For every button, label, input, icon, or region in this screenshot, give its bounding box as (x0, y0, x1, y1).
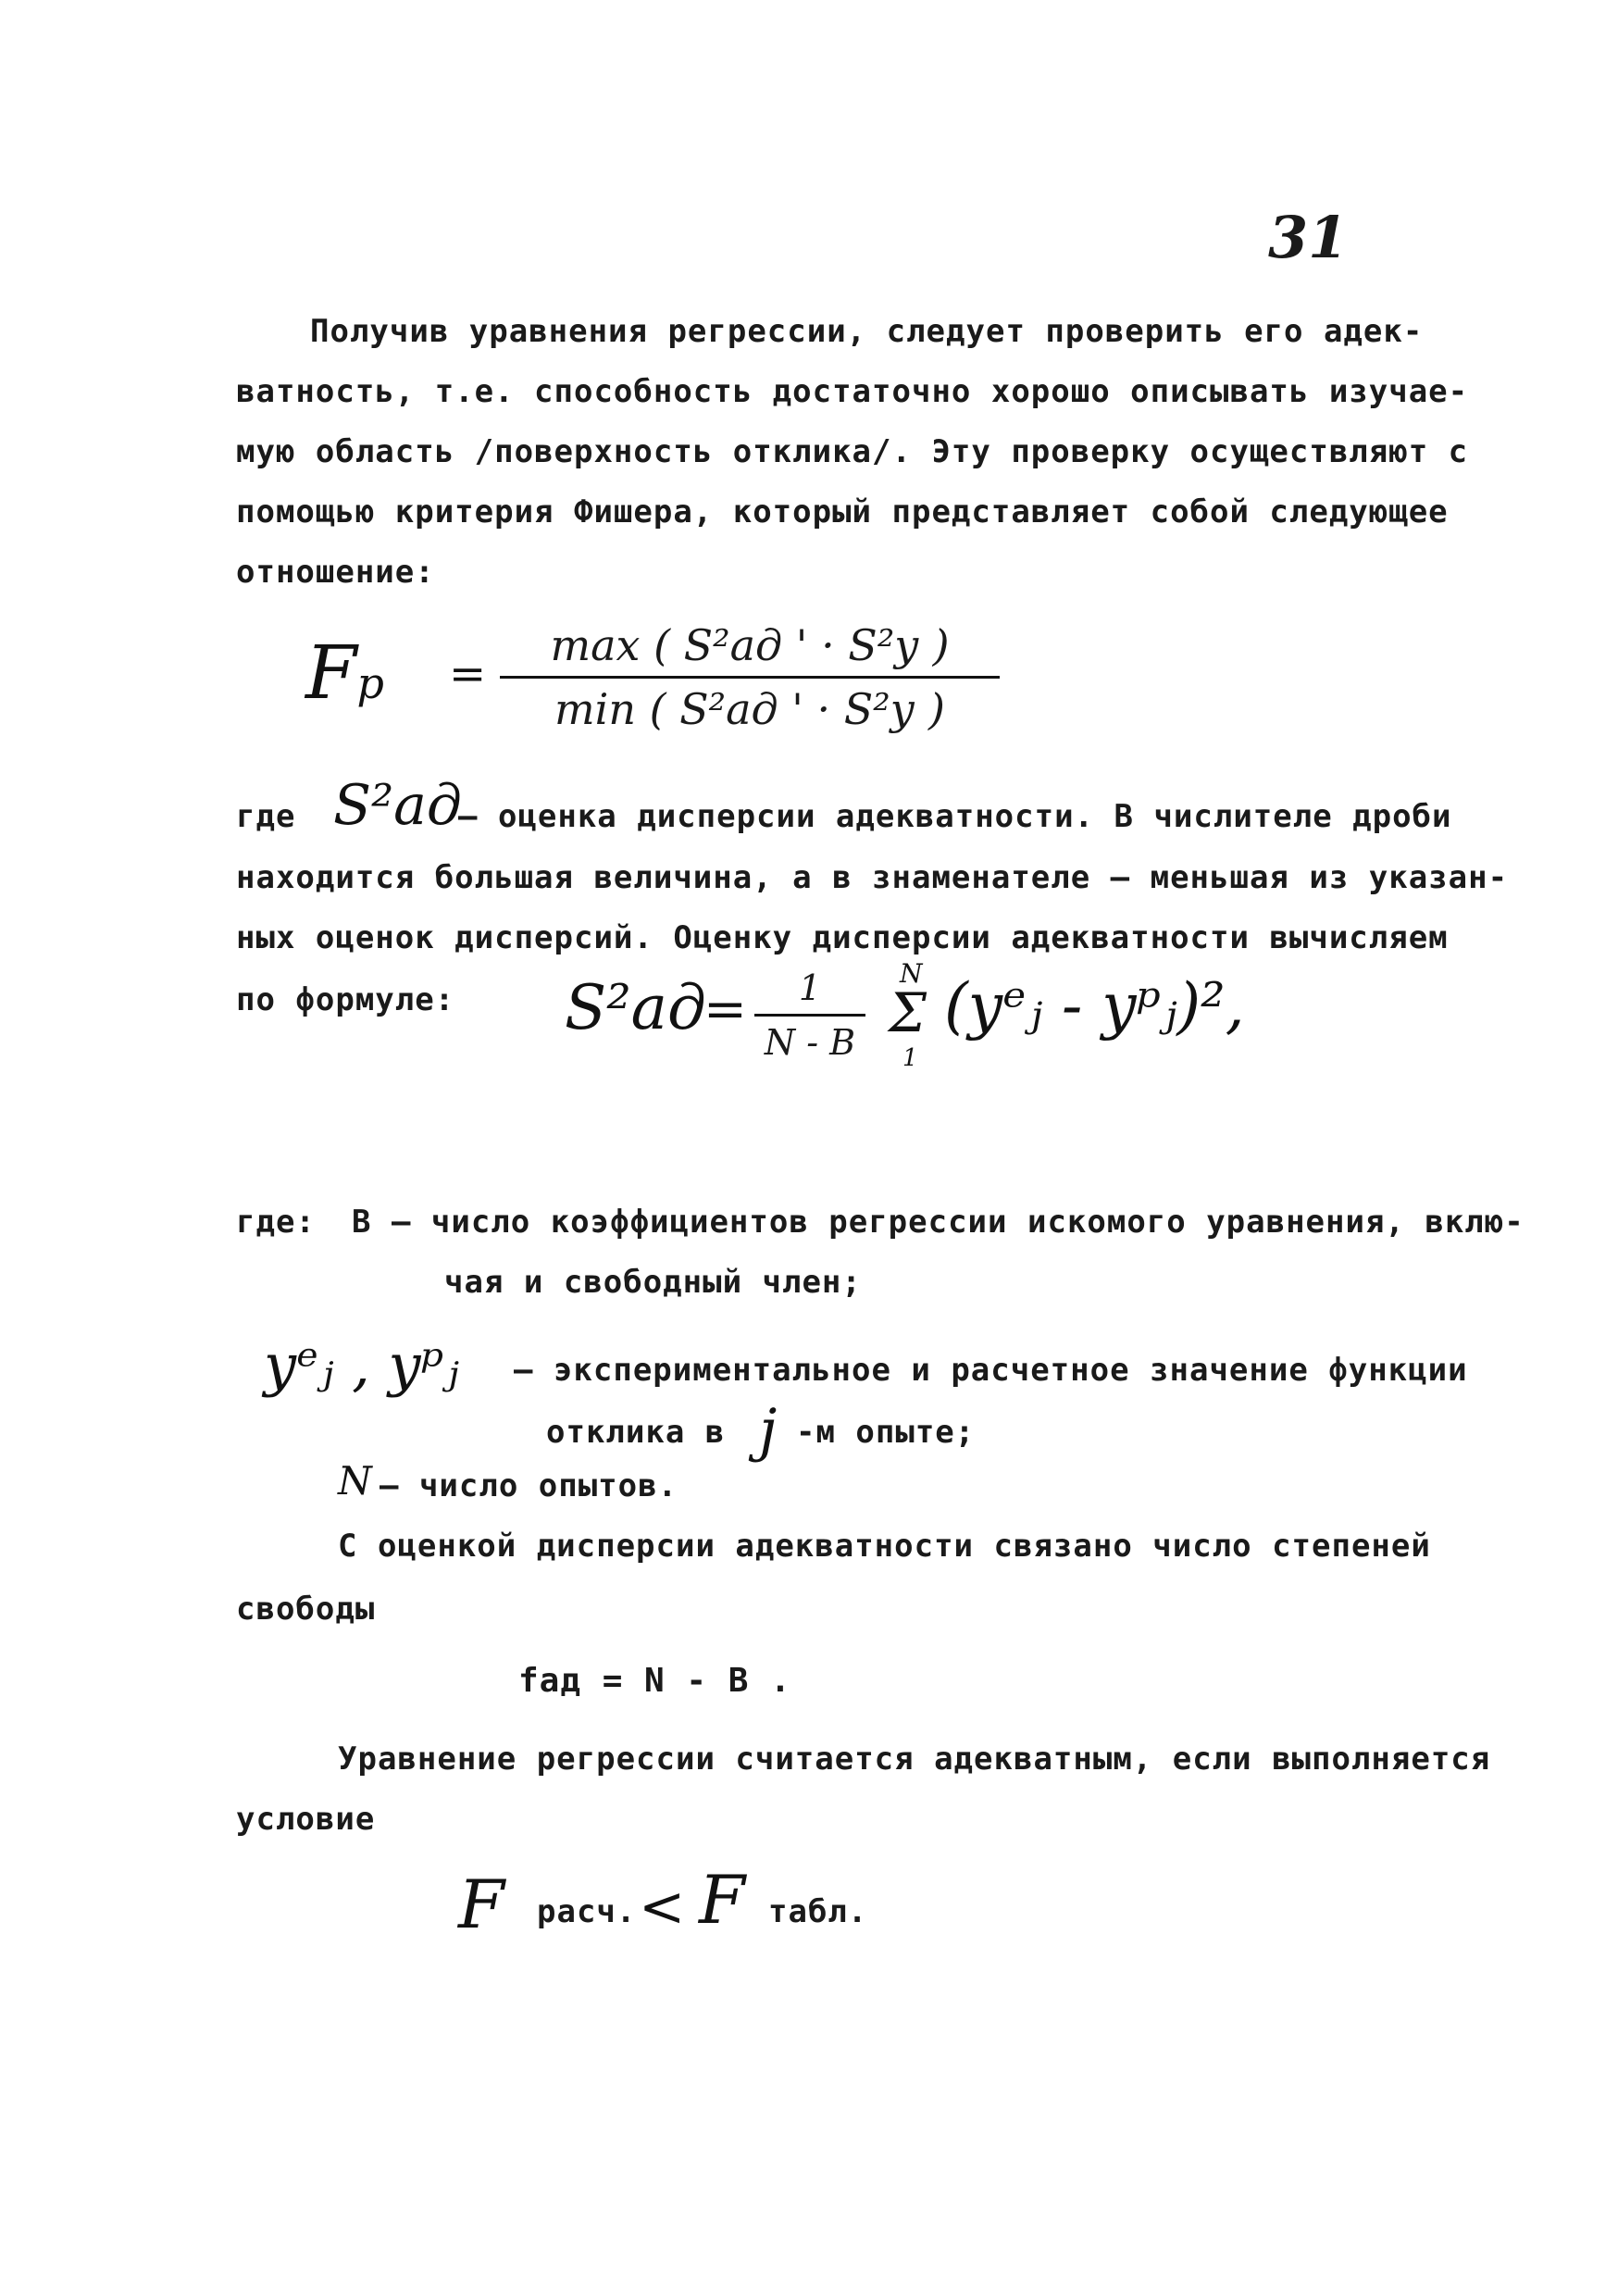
page-number: 31 (1268, 204, 1349, 271)
formula2-equals: = (703, 980, 747, 1040)
formula1-lhs: F (305, 630, 357, 716)
formula2-frac-num: 1 (798, 967, 822, 1008)
where2-B-line2: чая и свободный член; (444, 1264, 862, 1301)
formula1-lhs-sub: р (356, 658, 384, 708)
formula4-sub2: табл. (768, 1893, 868, 1930)
formula1-fraction (500, 620, 1000, 734)
formula2-lead: по формуле: (236, 981, 455, 1018)
where2-y-symbols: yᵉⱼ , yᵖⱼ (264, 1331, 459, 1399)
where2-N-line: – число опытов. (380, 1467, 678, 1504)
formula2-frac-den: N - B (764, 1022, 856, 1063)
degrees-of-freedom-formula: fад = N - B . (518, 1662, 791, 1700)
paragraph4-line2: условие (236, 1801, 376, 1838)
paragraph2-line1: находится большая величина, а в знаменателе – меньшая из указан- (236, 859, 1509, 896)
where2-y-line2-a: отклика в (546, 1414, 726, 1451)
formula2-sum-bottom: 1 (902, 1044, 918, 1072)
formula2-fraction (754, 967, 865, 1063)
formula4-sub1: расч. (537, 1893, 637, 1930)
where2-y-line2-j: j (759, 1396, 778, 1464)
paragraph3-line2: свободы (236, 1591, 376, 1628)
formula1-fraction-bar (500, 676, 1000, 679)
formula1-numerator: max ( S²ад ' · S²у ) (550, 620, 950, 670)
where1-text: – оценка дисперсии адекватности. В числителе дроби (458, 798, 1452, 835)
formula4-op: < (639, 1875, 686, 1940)
formula2-body: (yᵉⱼ - yᵖⱼ)², (944, 970, 1245, 1042)
formula2-lhs: S²ад (565, 972, 706, 1043)
paragraph4-line1: Уравнение регрессии считается адекватным, если выполняется (338, 1741, 1491, 1778)
paragraph1-line3: мую область /поверхность отклика/. Эту проверку осуществляют с (236, 433, 1469, 470)
formula1-equals: = (449, 648, 487, 700)
formula4-f1: F (458, 1866, 504, 1943)
where2-N-symbol: N (338, 1458, 372, 1504)
formula4-f2: F (699, 1861, 745, 1939)
paragraph1-line5: отношение: (236, 554, 435, 591)
paragraph2-line2: ных оценок дисперсий. Оценку дисперсии адекватности вычисляем (236, 919, 1449, 956)
where2-y-line1: – экспериментальное и расчетное значение функции (514, 1352, 1468, 1389)
where1-symbol: S²ад (333, 773, 462, 838)
formula2-sum-top: N (900, 958, 923, 989)
paragraph1-line4: помощью критерия Фишера, который представляет собой следующее (236, 493, 1449, 530)
paragraph1-line2: ватность, т.е. способность достаточно хорошо описывать изучае- (236, 373, 1469, 410)
formula2-sum-sign: Σ (889, 981, 927, 1044)
paragraph3-line1: С оценкой дисперсии адекватности связано число степеней (338, 1528, 1431, 1565)
paragraph1-line1: Получив уравнения регрессии, следует проверить его адек- (310, 313, 1424, 350)
where2-lead: где: (236, 1204, 316, 1241)
formula1-denominator: min ( S²ад ' · S²у ) (554, 684, 946, 734)
where2-y-line2-b: -м опыте; (796, 1414, 976, 1451)
formula2-fraction-bar (754, 1014, 865, 1017)
where2-B-line1: B – число коэффициентов регрессии искомого уравнения, вклю- (352, 1204, 1525, 1241)
where1-lead: где (236, 798, 296, 835)
